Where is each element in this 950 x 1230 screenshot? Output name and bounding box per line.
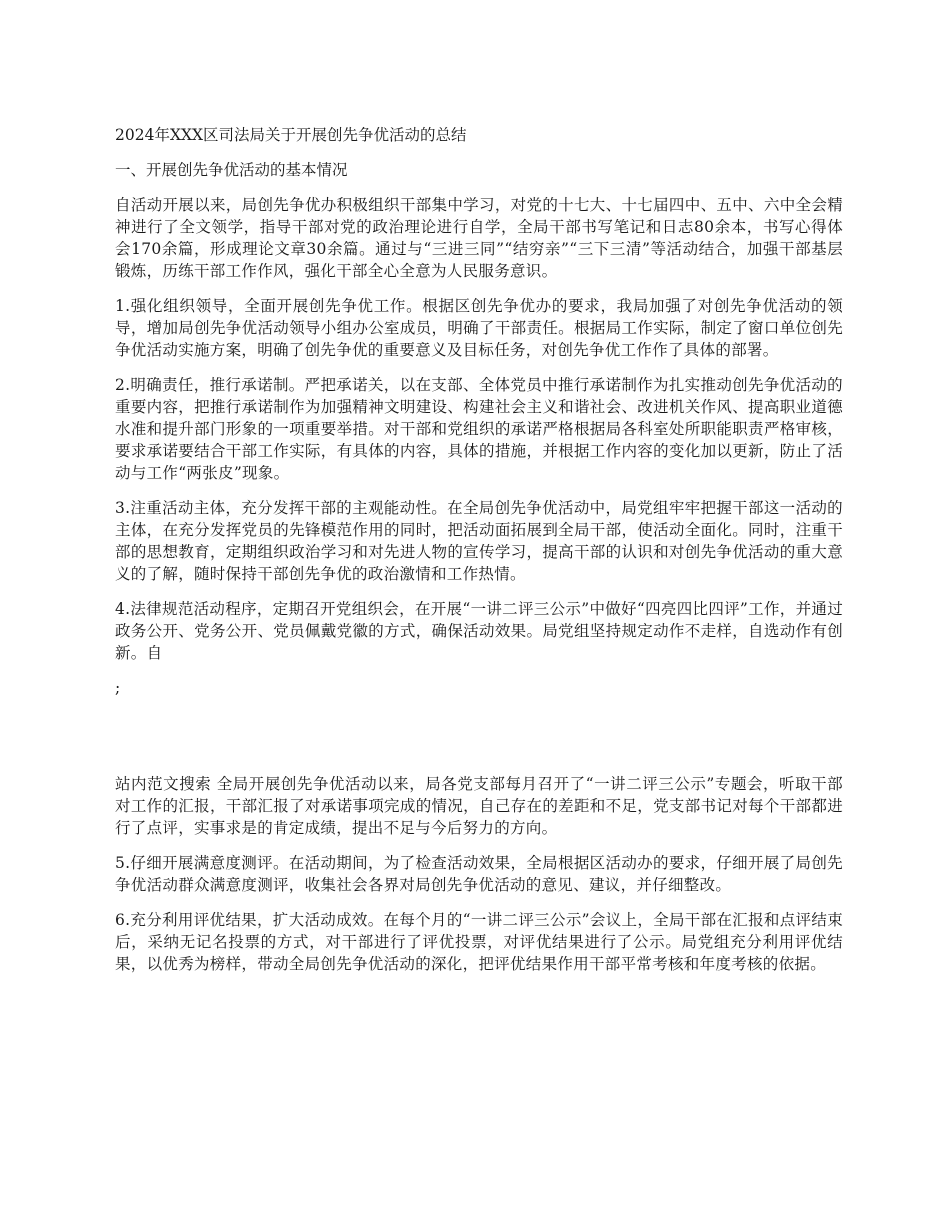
item-2-paragraph: 2.明确责任，推行承诺制。严把承诺关，以在支部、全体党员中推行承诺制作为扎实推动创先争优活动的重要内容，把推行承诺制作为加强精神文明建设、构建社会主义和谐社会、改进机关作风、提高职业道德水准和提升部门形象的一项重要举措。对干部和党组织的承诺严格根据局各科室处所职能职责严格审核，要求承诺要结合干部工作实际，有具体的内容，具体的措施，并根据工作内容的变化加以更新，防止了活动与工作“两张皮”现象。 — [115, 376, 843, 482]
document-title: 2024年XXX区司法局关于开展创先争优活动的总结 — [115, 126, 467, 144]
page-gap — [115, 699, 843, 773]
item-5-paragraph: 5.仔细开展满意度测评。在活动期间，为了检查活动效果，全局根据区活动办的要求，仔细开展了局创先争优活动群众满意度测评，收集社会各界对局创先争优活动的意见、建议，并仔细整改。 — [115, 854, 843, 894]
section-heading: 一、开展创先争优活动的基本情况 — [115, 161, 348, 179]
separator-mark: ; — [115, 679, 121, 697]
intro-paragraph: 自活动开展以来，局创先争优办积极组织干部集中学习，对党的十七大、十七届四中、五中、六中全会精神进行了全文领学，指导干部对党的政治理论进行自学，全局干部书写笔记和日志80余本，书写心得体会170余篇，形成理论文章30余篇。通过与“三进三同”“结穷亲”“三下三清”等活动结合，加强干部基层锻炼，历练干部工作作风，强化干部全心全意为人民服务意识。 — [115, 196, 843, 280]
item-1-paragraph: 1.强化组织领导，全面开展创先争优工作。根据区创先争优办的要求，我局加强了对创先争优活动的领导，增加局创先争优活动领导小组办公室成员，明确了干部责任。根据局工作实际，制定了窗口单位创先争优活动实施方案，明确了创先争优的重要意义及目标任务，对创先争优工作作了具体的部署。 — [115, 297, 843, 359]
item-3-paragraph: 3.注重活动主体，充分发挥干部的主观能动性。在全局创先争优活动中，局党组牢牢把握干部这一活动的主体，在充分发挥党员的先锋模范作用的同时，把活动面拓展到全局干部，使活动全面化。同时，注重干部的思想教育，定期组织政治学习和对先进人物的宣传学习，提高干部的认识和对创先争优活动的重大意义的了解，随时保持干部创先争优的政治激情和工作热情。 — [115, 499, 843, 583]
document-page — [115, 124, 843, 988]
search-paragraph: 站内范文搜索 全局开展创先争优活动以来，局各党支部每月召开了“一讲二评三公示”专题会，听取干部对工作的汇报，干部汇报了对承诺事项完成的情况，自己存在的差距和不足，党支部书记对每个干部都进行了点评，实事求是的肯定成绩，提出不足与今后努力的方向。 — [115, 775, 843, 837]
item-6-paragraph: 6.充分利用评优结果，扩大活动成效。在每个月的“一讲二评三公示”会议上，全局干部在汇报和点评结束后，采纳无记名投票的方式，对干部进行了评优投票，对评优结果进行了公示。局党组充分利用评优结果，以优秀为榜样，带动全局创先争优活动的深化，把评优结果作用干部平常考核和年度考核的依据。 — [115, 911, 843, 973]
item-4-paragraph: 4.法律规范活动程序，定期召开党组织会，在开展“一讲二评三公示”中做好“四亮四比四评”工作，并通过政务公开、党务公开、党员佩戴党徽的方式，确保活动效果。局党组坚持规定动作不走样，自选动作有创新。自 — [115, 600, 844, 662]
